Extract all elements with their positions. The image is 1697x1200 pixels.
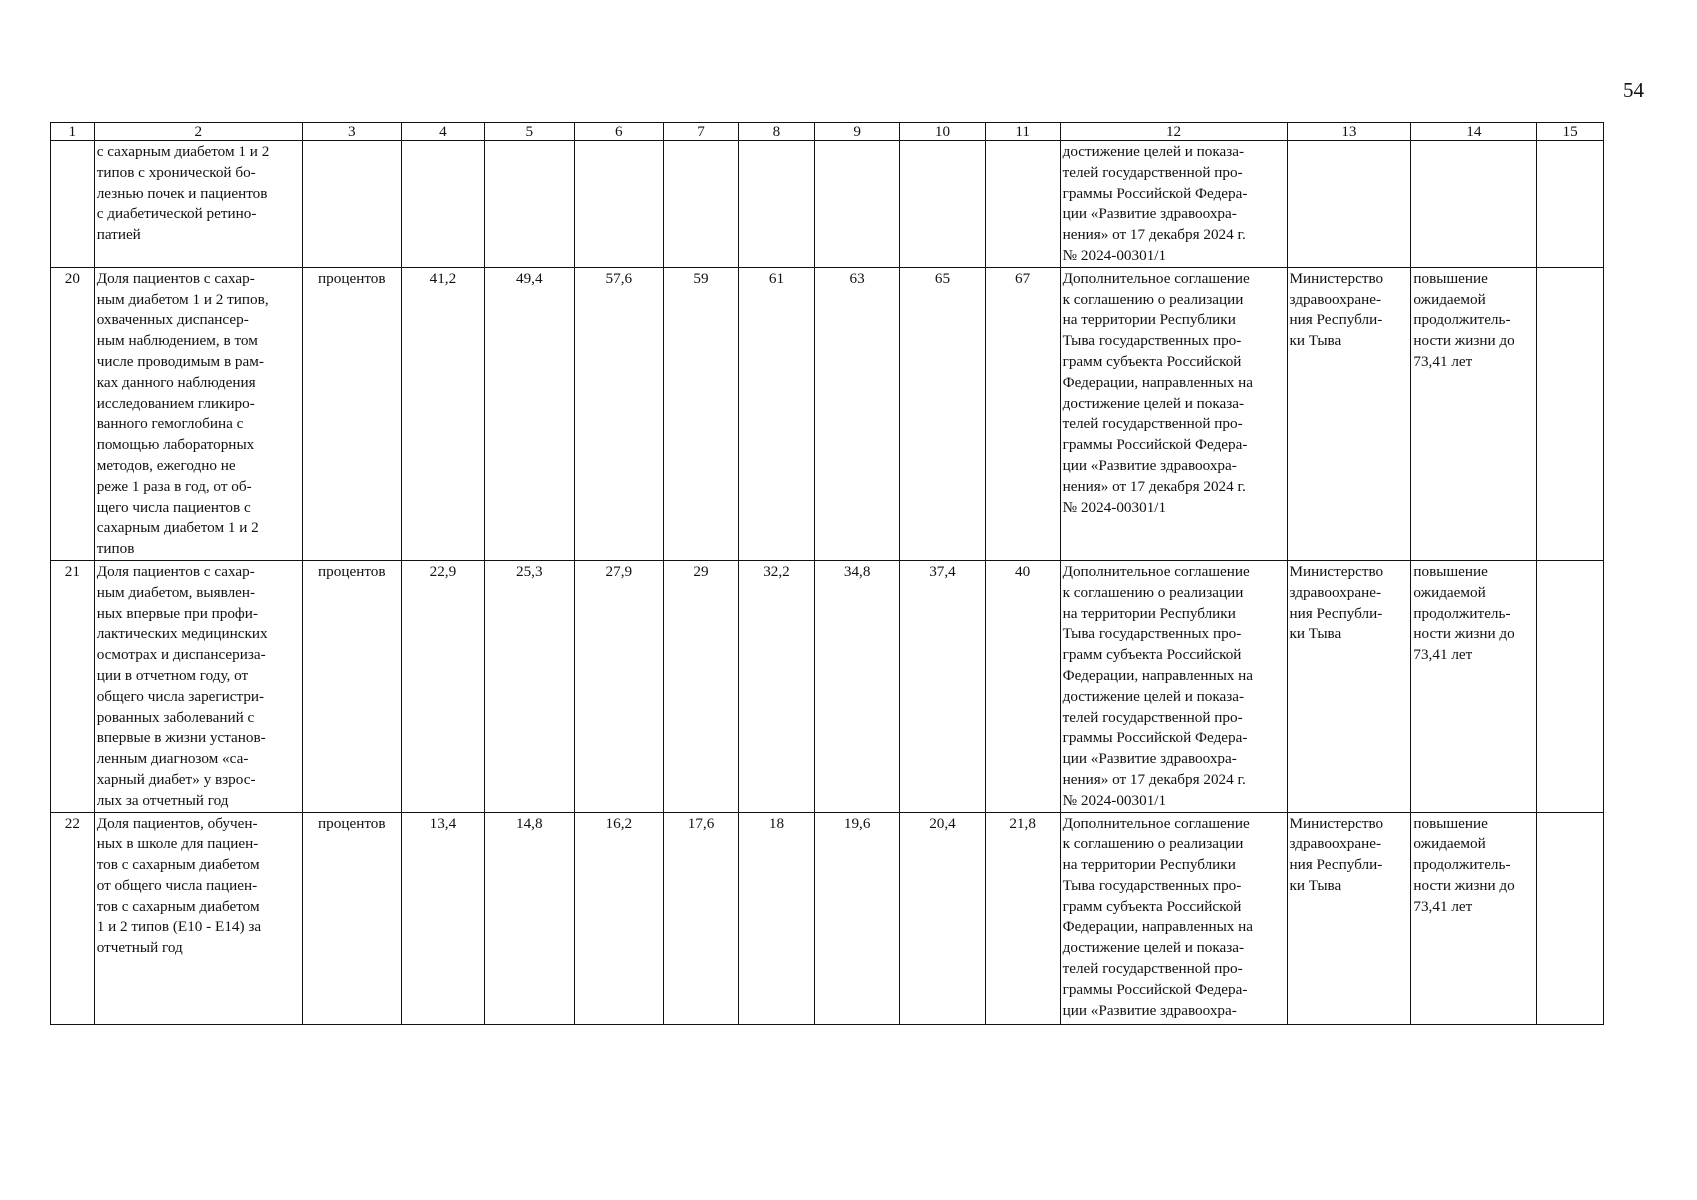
- indicator-table: [50, 122, 1604, 1025]
- row-number: [51, 141, 95, 268]
- value-cell: 22,9: [401, 560, 484, 812]
- source-document: Дополнительное соглашение к соглашению о реализации на территории Республики Тыва государственных про- грамм субъекта Российской Федерации, направленных на достижение целей и показа- телей государственной про- граммы Российской Федера- ции «Развитие здравоохра- нения» от 17 декабря 2024 г. № 2024-00301/1: [1060, 267, 1287, 560]
- value-cell: 63: [814, 267, 899, 560]
- value-cell: 37,4: [900, 560, 985, 812]
- value-cell: 59: [664, 267, 739, 560]
- value-cell: 40: [985, 560, 1060, 812]
- value-cell: 18: [738, 812, 814, 1024]
- column-number: 12: [1060, 123, 1287, 141]
- responsible: Министерство здравоохране- ния Республи- ки Тыва: [1287, 560, 1411, 812]
- unit: процентов: [302, 560, 401, 812]
- goal: повышение ожидаемой продолжитель- ности жизни до 73,41 лет: [1411, 267, 1537, 560]
- value-cell: 29: [664, 560, 739, 812]
- value-cell: 32,2: [738, 560, 814, 812]
- value-cell: [985, 141, 1060, 268]
- unit: [302, 141, 401, 268]
- column-number: 11: [985, 123, 1060, 141]
- column-number: 6: [574, 123, 664, 141]
- value-cell: [814, 141, 899, 268]
- unit: процентов: [302, 267, 401, 560]
- table-row-continuation: [51, 141, 1604, 268]
- column-number: 15: [1537, 123, 1604, 141]
- value-cell: 21,8: [985, 812, 1060, 1024]
- indicator-name: Доля пациентов с сахар- ным диабетом 1 и 2 типов, охваченных диспансер- ным наблюдением, в том числе проводимым в рам- ках данного наблюдения исследованием гликиро- ванного гемоглобина с помощью лабораторных методов, ежегодно не реже 1 раза в год, от об- щего числа пациентов с сахарным диабетом 1 и 2 типов: [94, 267, 302, 560]
- value-cell: [664, 141, 739, 268]
- goal: [1411, 141, 1537, 268]
- value-cell: 17,6: [664, 812, 739, 1024]
- indicator-name: Доля пациентов, обучен- ных в школе для пациен- тов с сахарным диабетом от общего числа пациен- тов с сахарным диабетом 1 и 2 типов (Е10 - Е14) за отчетный год: [94, 812, 302, 1024]
- column-number: 1: [51, 123, 95, 141]
- page-number: 54: [1623, 78, 1644, 102]
- goal: повышение ожидаемой продолжитель- ности жизни до 73,41 лет: [1411, 560, 1537, 812]
- value-cell: 57,6: [574, 267, 664, 560]
- value-cell: [738, 141, 814, 268]
- column-number: 14: [1411, 123, 1537, 141]
- empty-cell: [1537, 141, 1604, 268]
- value-cell: 67: [985, 267, 1060, 560]
- table-row: [51, 267, 1604, 560]
- column-number: 7: [664, 123, 739, 141]
- empty-cell: [1537, 560, 1604, 812]
- column-number: 10: [900, 123, 985, 141]
- empty-cell: [1537, 267, 1604, 560]
- value-cell: 13,4: [401, 812, 484, 1024]
- source-document: Дополнительное соглашение к соглашению о реализации на территории Республики Тыва государственных про- грамм субъекта Российской Федерации, направленных на достижение целей и показа- телей государственной про- граммы Российской Федера- ции «Развитие здравоохра- нения» от 17 декабря 2024 г. № 2024-00301/1: [1060, 560, 1287, 812]
- column-number: 8: [738, 123, 814, 141]
- column-number: 5: [485, 123, 575, 141]
- value-cell: 49,4: [485, 267, 575, 560]
- indicator-name: Доля пациентов с сахар- ным диабетом, выявлен- ных впервые при профи- лактических медицинских осмотрах и диспансериза- ции в отчетном году, от общего числа зарегистри- рованных заболеваний с впервые в жизни установ- ленным диагнозом «са- харный диабет» у взрос- лых за отчетный год: [94, 560, 302, 812]
- row-number: 20: [51, 267, 95, 560]
- responsible: Министерство здравоохране- ния Республи- ки Тыва: [1287, 267, 1411, 560]
- goal: повышение ожидаемой продолжитель- ности жизни до 73,41 лет: [1411, 812, 1537, 1024]
- value-cell: [900, 141, 985, 268]
- value-cell: 27,9: [574, 560, 664, 812]
- value-cell: 16,2: [574, 812, 664, 1024]
- value-cell: 19,6: [814, 812, 899, 1024]
- value-cell: [401, 141, 484, 268]
- value-cell: [574, 141, 664, 268]
- responsible: Министерство здравоохране- ния Республи- ки Тыва: [1287, 812, 1411, 1024]
- row-number: 21: [51, 560, 95, 812]
- value-cell: 65: [900, 267, 985, 560]
- unit: процентов: [302, 812, 401, 1024]
- column-number-row: [51, 123, 1604, 141]
- indicator-name: с сахарным диабетом 1 и 2 типов с хронической бо- лезнью почек и пациентов с диабетической ретино- патией: [94, 141, 302, 268]
- value-cell: 25,3: [485, 560, 575, 812]
- value-cell: 14,8: [485, 812, 575, 1024]
- column-number: 13: [1287, 123, 1411, 141]
- source-document: достижение целей и показа- телей государственной про- граммы Российской Федера- ции «Развитие здравоохра- нения» от 17 декабря 2024 г. № 2024-00301/1: [1060, 141, 1287, 268]
- value-cell: 61: [738, 267, 814, 560]
- column-number: 3: [302, 123, 401, 141]
- value-cell: 20,4: [900, 812, 985, 1024]
- table-row: [51, 812, 1604, 1024]
- row-number: 22: [51, 812, 95, 1024]
- table-row: [51, 560, 1604, 812]
- column-number: 2: [94, 123, 302, 141]
- responsible: [1287, 141, 1411, 268]
- value-cell: [485, 141, 575, 268]
- column-number: 4: [401, 123, 484, 141]
- value-cell: 41,2: [401, 267, 484, 560]
- empty-cell: [1537, 812, 1604, 1024]
- source-document: Дополнительное соглашение к соглашению о реализации на территории Республики Тыва государственных про- грамм субъекта Российской Федерации, направленных на достижение целей и показа- телей государственной про- граммы Российской Федера- ции «Развитие здравоохра-: [1060, 812, 1287, 1024]
- value-cell: 34,8: [814, 560, 899, 812]
- column-number: 9: [814, 123, 899, 141]
